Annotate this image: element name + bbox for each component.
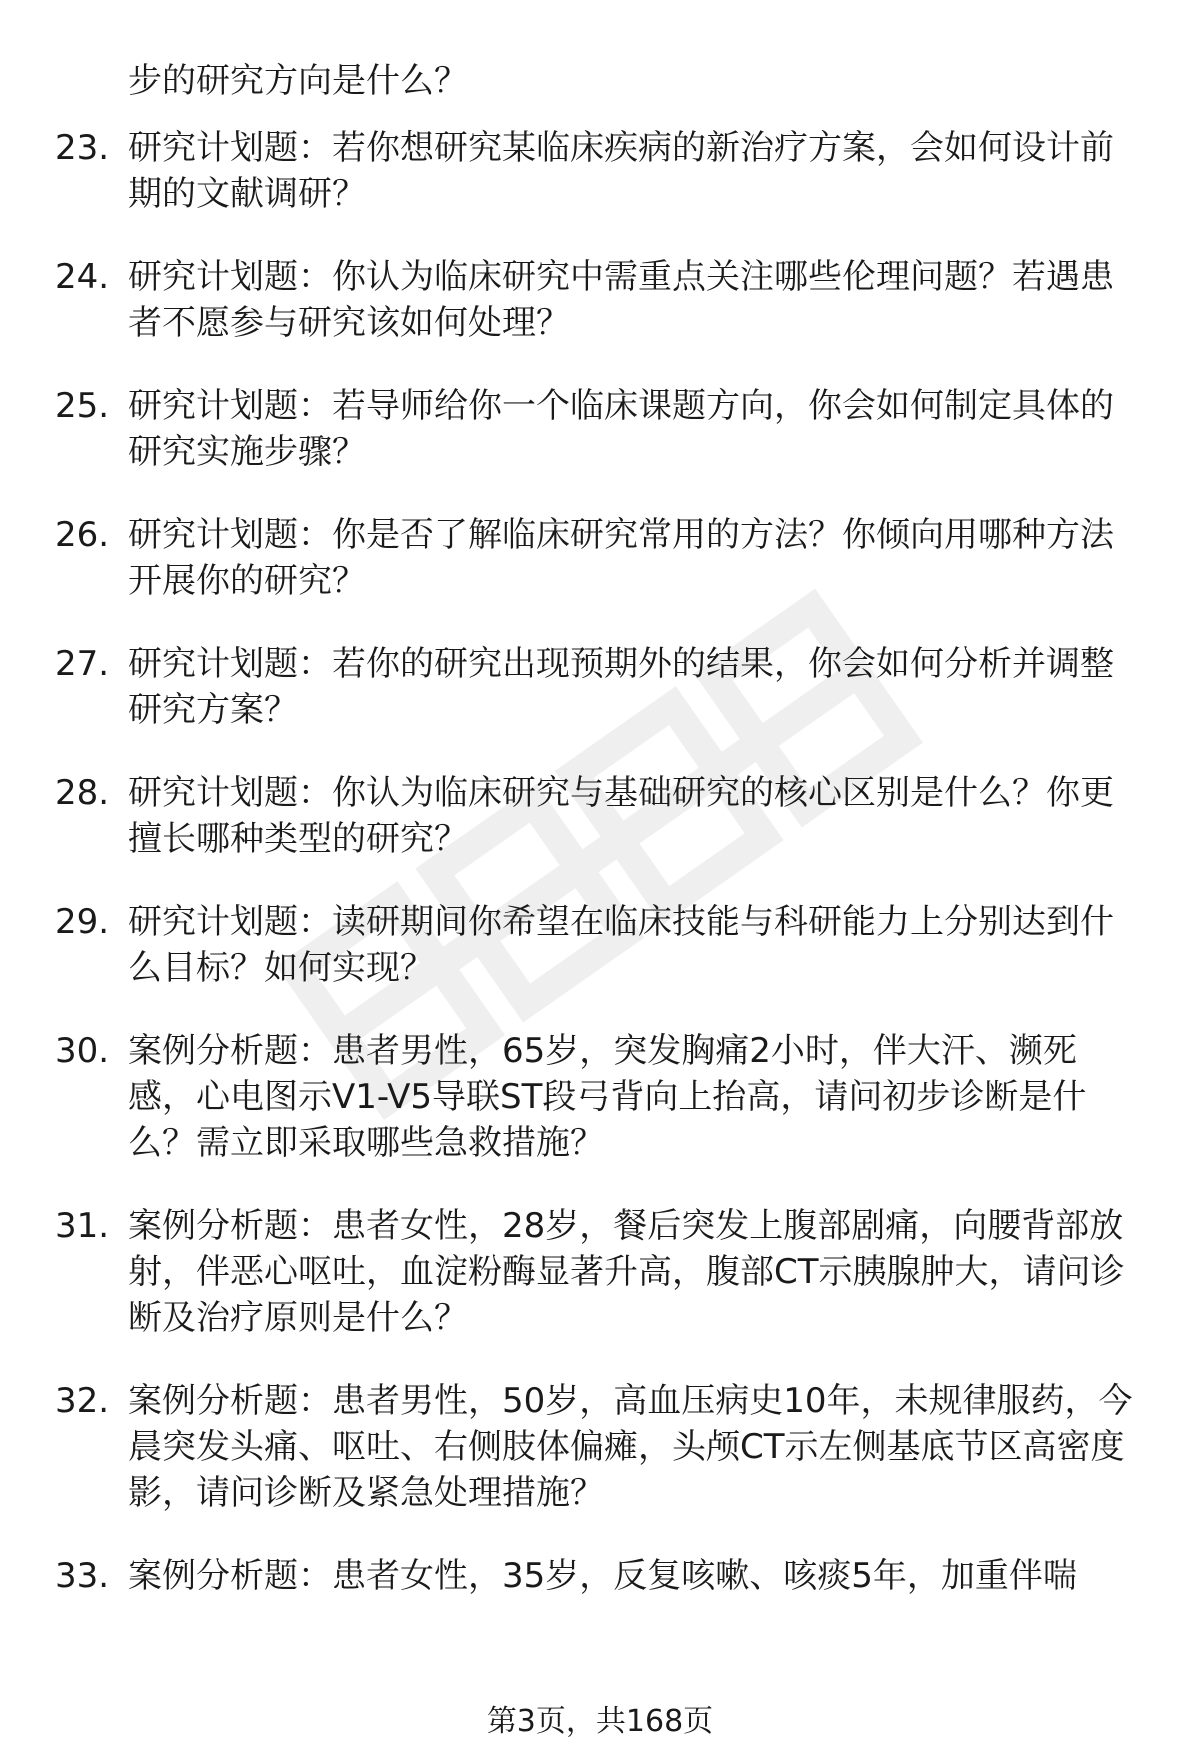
- question-number: 31.: [55, 1206, 110, 1246]
- question-item: [0, 770, 1200, 862]
- question-text: 研究计划题：读研期间你希望在临床技能与科研能力上分别达到什么目标？如何实现？: [128, 902, 1114, 988]
- question-item: [0, 899, 1200, 991]
- question-number: 29.: [55, 902, 110, 942]
- question-item: [0, 641, 1200, 733]
- question-number: 28.: [55, 773, 110, 813]
- question-text: 案例分析题：患者女性，28岁，餐后突发上腹部剧痛，向腰背部放射，伴恶心呕吐，血淀粉酶显著升高，腹部CT示胰腺肿大，请问诊断及治疗原则是什么？: [128, 1206, 1125, 1338]
- question-number: 26.: [55, 515, 110, 555]
- question-item: [0, 1378, 1200, 1516]
- question-number: 27.: [55, 644, 110, 684]
- question-text: 案例分析题：患者男性，65岁，突发胸痛2小时，伴大汗、濒死感，心电图示V1-V5导联ST段弓背向上抬高，请问初步诊断是什么？需立即采取哪些急救措施？: [128, 1031, 1087, 1163]
- question-number: 30.: [55, 1031, 110, 1071]
- page-footer: 第3页，共168页: [486, 1704, 714, 1739]
- question-item: [0, 125, 1200, 217]
- question-text: 研究计划题：你认为临床研究与基础研究的核心区别是什么？你更擅长哪种类型的研究？: [128, 773, 1114, 859]
- question-item: [0, 1203, 1200, 1341]
- question-text: 案例分析题：患者男性，50岁，高血压病史10年，未规律服药，今晨突发头痛、呕吐、右侧肢体偏瘫，头颅CT示左侧基底节区高密度影，请问诊断及紧急处理措施？: [128, 1381, 1133, 1513]
- question-text: 研究计划题：你认为临床研究中需重点关注哪些伦理问题？若遇患者不愿参与研究该如何处理？: [128, 257, 1114, 343]
- question-item: [0, 1553, 1200, 1599]
- question-number: 33.: [55, 1556, 110, 1596]
- question-number: 23.: [55, 128, 110, 168]
- question-number: 24.: [55, 257, 110, 297]
- question-number: 25.: [55, 386, 110, 426]
- question-item: [0, 383, 1200, 475]
- question-item: [0, 1028, 1200, 1166]
- question-number: 32.: [55, 1381, 110, 1421]
- question-item: [0, 254, 1200, 346]
- question-text: 案例分析题：患者女性，35岁，反复咳嗽、咳痰5年，加重伴喘: [128, 1556, 1077, 1596]
- question-item: [0, 512, 1200, 604]
- question-text: 研究计划题：若你想研究某临床疾病的新治疗方案，会如何设计前期的文献调研？: [128, 128, 1114, 214]
- continued-question-text: 步的研究方向是什么？: [128, 61, 468, 101]
- question-text: 研究计划题：若你的研究出现预期外的结果，你会如何分析并调整研究方案？: [128, 644, 1114, 730]
- question-text: 研究计划题：你是否了解临床研究常用的方法？你倾向用哪种方法开展你的研究？: [128, 515, 1114, 601]
- question-text: 研究计划题：若导师给你一个临床课题方向，你会如何制定具体的研究实施步骤？: [128, 386, 1114, 472]
- question-list: [0, 125, 1200, 1636]
